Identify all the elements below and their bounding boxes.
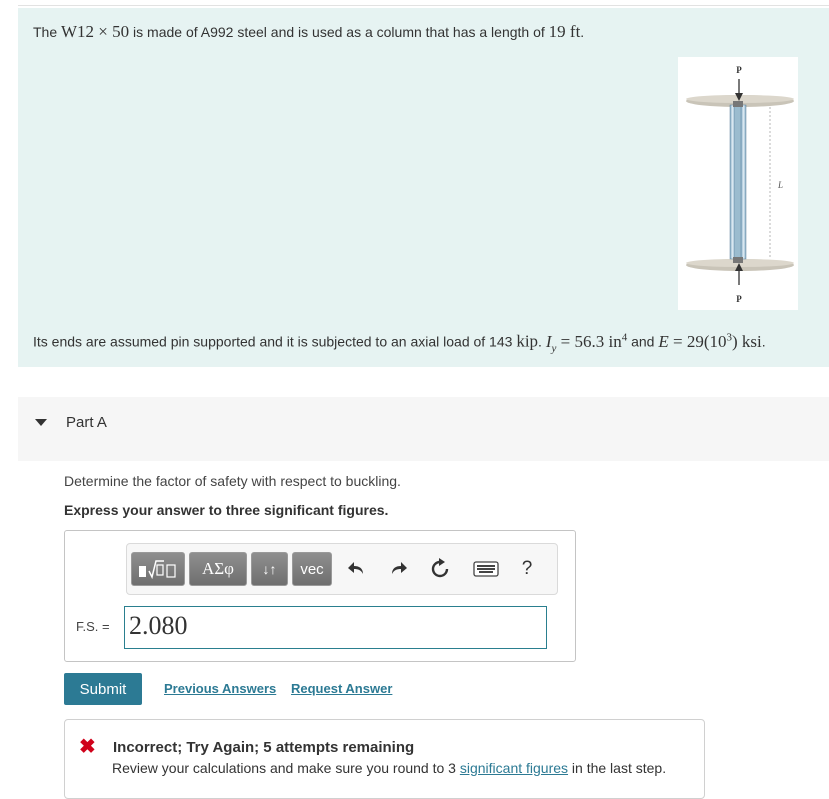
- math-superscript: 3: [726, 331, 732, 343]
- answer-box: [64, 530, 576, 662]
- part-label: Part A: [66, 414, 107, 431]
- incorrect-x-icon: ✖: [79, 736, 96, 758]
- answer-input[interactable]: 2.080: [124, 606, 547, 649]
- math-section: W12 × 50: [61, 22, 130, 41]
- column-flange-right: [741, 105, 746, 259]
- math-value: = 29(10: [668, 331, 727, 351]
- load-label-bottom: P: [736, 294, 742, 304]
- problem-line-1: [33, 22, 584, 42]
- feedback-title: Incorrect; Try Again; 5 attempts remaining: [113, 739, 415, 756]
- feedback-text-before: Review your calculations and make sure you round to 3: [112, 760, 460, 776]
- top-divider: [18, 5, 829, 6]
- column-illustration: [678, 57, 798, 310]
- math-symbol: I: [545, 331, 552, 351]
- templates-button[interactable]: [131, 552, 185, 586]
- significant-figures-link[interactable]: significant figures: [459, 760, 569, 776]
- math-value: = 56.3 in: [556, 331, 622, 351]
- text-segment: is made of A992 steel and is used as a column that has a length of: [129, 24, 549, 40]
- math-toolbar: [126, 543, 558, 595]
- bottom-pin: [733, 257, 743, 263]
- math-superscript: 4: [621, 331, 628, 343]
- column-figure: [678, 57, 798, 310]
- reset-icon[interactable]: [429, 558, 451, 580]
- text-segment: Its ends are assumed pin supported and it is subjected to an axial load of 143: [33, 333, 517, 350]
- request-answer-link[interactable]: Request Answer: [291, 681, 393, 696]
- text-segment: .: [761, 333, 766, 350]
- vector-button[interactable]: vec: [292, 552, 332, 586]
- column-web: [735, 107, 741, 257]
- math-modulus: [658, 332, 761, 351]
- text-segment: The: [33, 24, 62, 40]
- submit-button[interactable]: Submit: [64, 673, 142, 705]
- answer-label: F.S. =: [76, 619, 110, 634]
- template-root-icon: [136, 557, 180, 581]
- redo-icon[interactable]: [387, 558, 409, 580]
- previous-answers-link[interactable]: Previous Answers: [164, 681, 277, 696]
- load-label-top: P: [736, 65, 742, 75]
- math-inertia: [545, 331, 628, 355]
- top-pin: [733, 101, 743, 107]
- keyboard-icon[interactable]: [472, 558, 500, 580]
- text-segment: .: [538, 333, 546, 350]
- problem-line-2: [33, 331, 766, 354]
- feedback-text: [112, 760, 666, 776]
- text-segment: and: [627, 333, 659, 350]
- math-length: 19 ft: [548, 22, 581, 41]
- help-icon[interactable]: ?: [521, 558, 533, 579]
- undo-icon[interactable]: [346, 558, 368, 580]
- math-subscript: y: [551, 342, 557, 355]
- math-value: ) ksi: [731, 331, 762, 351]
- question-text: Determine the factor of safety with respect to buckling.: [64, 473, 401, 489]
- part-a-header[interactable]: [18, 397, 829, 461]
- math-symbol: E: [658, 331, 669, 351]
- text-segment: .: [580, 24, 585, 40]
- requirement-text: Express your answer to three significant figures.: [64, 502, 389, 518]
- feedback-box: [64, 719, 705, 799]
- arrows-button[interactable]: ↓↑: [251, 552, 288, 586]
- greek-symbols-button[interactable]: ΑΣφ: [189, 552, 247, 586]
- collapse-caret-icon[interactable]: [35, 419, 47, 426]
- feedback-text-after: in the last step.: [568, 760, 667, 776]
- column-flange-left: [730, 105, 735, 259]
- math-kip: kip: [516, 331, 539, 351]
- length-label: L: [778, 180, 784, 190]
